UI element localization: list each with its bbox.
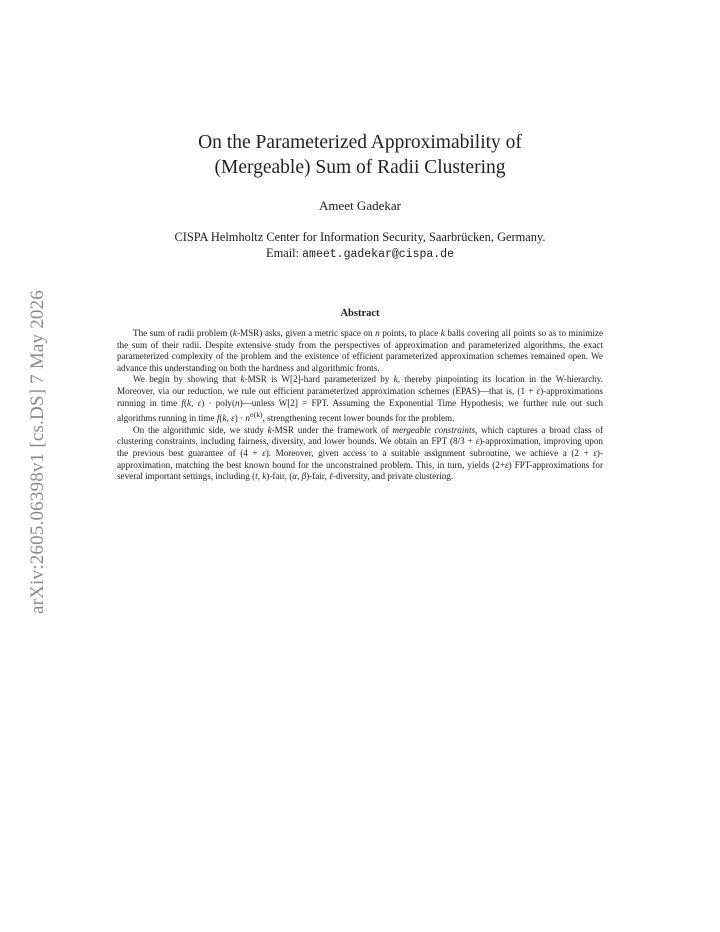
abstract-paragraph-1: The sum of radii problem (k-MSR) asks, given a metric space on n points, to place k balls covering all points so as to minimize the sum of their radii. Despite extensive study from the perspectives of approximation and parameterized algorithms, the exact parameterized complexity of the problem and the existence of efficient parameterized approximation schemes remained open. We advance this understanding on both the hardness and algorithmic fronts. — [117, 328, 604, 373]
email-label: Email: — [266, 246, 300, 260]
abstract-body — [117, 328, 603, 483]
title-line-2: (Mergeable) Sum of Radii Clustering — [214, 157, 506, 178]
email-line — [0, 245, 720, 263]
email-address[interactable]: ameet.gadekar@cispa.de — [302, 248, 454, 261]
author-affiliation-block — [0, 229, 720, 263]
title-line-1: On the Parameterized Approximability of — [198, 132, 522, 153]
paper-title — [0, 130, 720, 180]
abstract-paragraph-2: We begin by showing that k-MSR is W[2]-hard parameterized by k, thereby pinpointing its location in the W-hierarchy. Moreover, via our reduction, we rule out efficient parameterized approximation schemes (EPAS)—that is, (1 + ε)-approximations running in time f(k, ε) · poly(n)—unless W[2] = FPT. Assuming the Exponential Time Hypothesis, we further rule out such algorithms running in time f(k, $\varepsilon) \cdot n^{o(k)}$, strengthening recent lower bounds for the problem. — [117, 374, 604, 424]
author-name: Ameet Gadekar — [319, 198, 401, 213]
abstract-heading: Abstract — [340, 308, 380, 319]
abstract-paragraph-3: On the algorithmic side, we study k-MSR under the framework of mergeable constraints, which captures a broad class of clustering constraints, including fairness, diversity, and lower bounds. We obtain an FPT (8/3 + ε)-approximation, improving upon the previous best guarantee of (4 + ε). Moreover, given access to a suitable assignment subroutine, we achieve a (2 + ε)-approximation, matching the best known bound for the unconstrained problem. This, in turn, yields (2+ε) FPT-approximations for several important settings, including (t, k)-fair, (α, β)-fair, ℓ-diversity, and private clustering. — [117, 424, 604, 482]
arxiv-identifier: arXiv:2605.06398v1 [cs.DS] 7 May 2026 — [27, 289, 48, 615]
affiliation: CISPA Helmholtz Center for Information Security, Saarbrücken, Germany. — [174, 230, 546, 244]
